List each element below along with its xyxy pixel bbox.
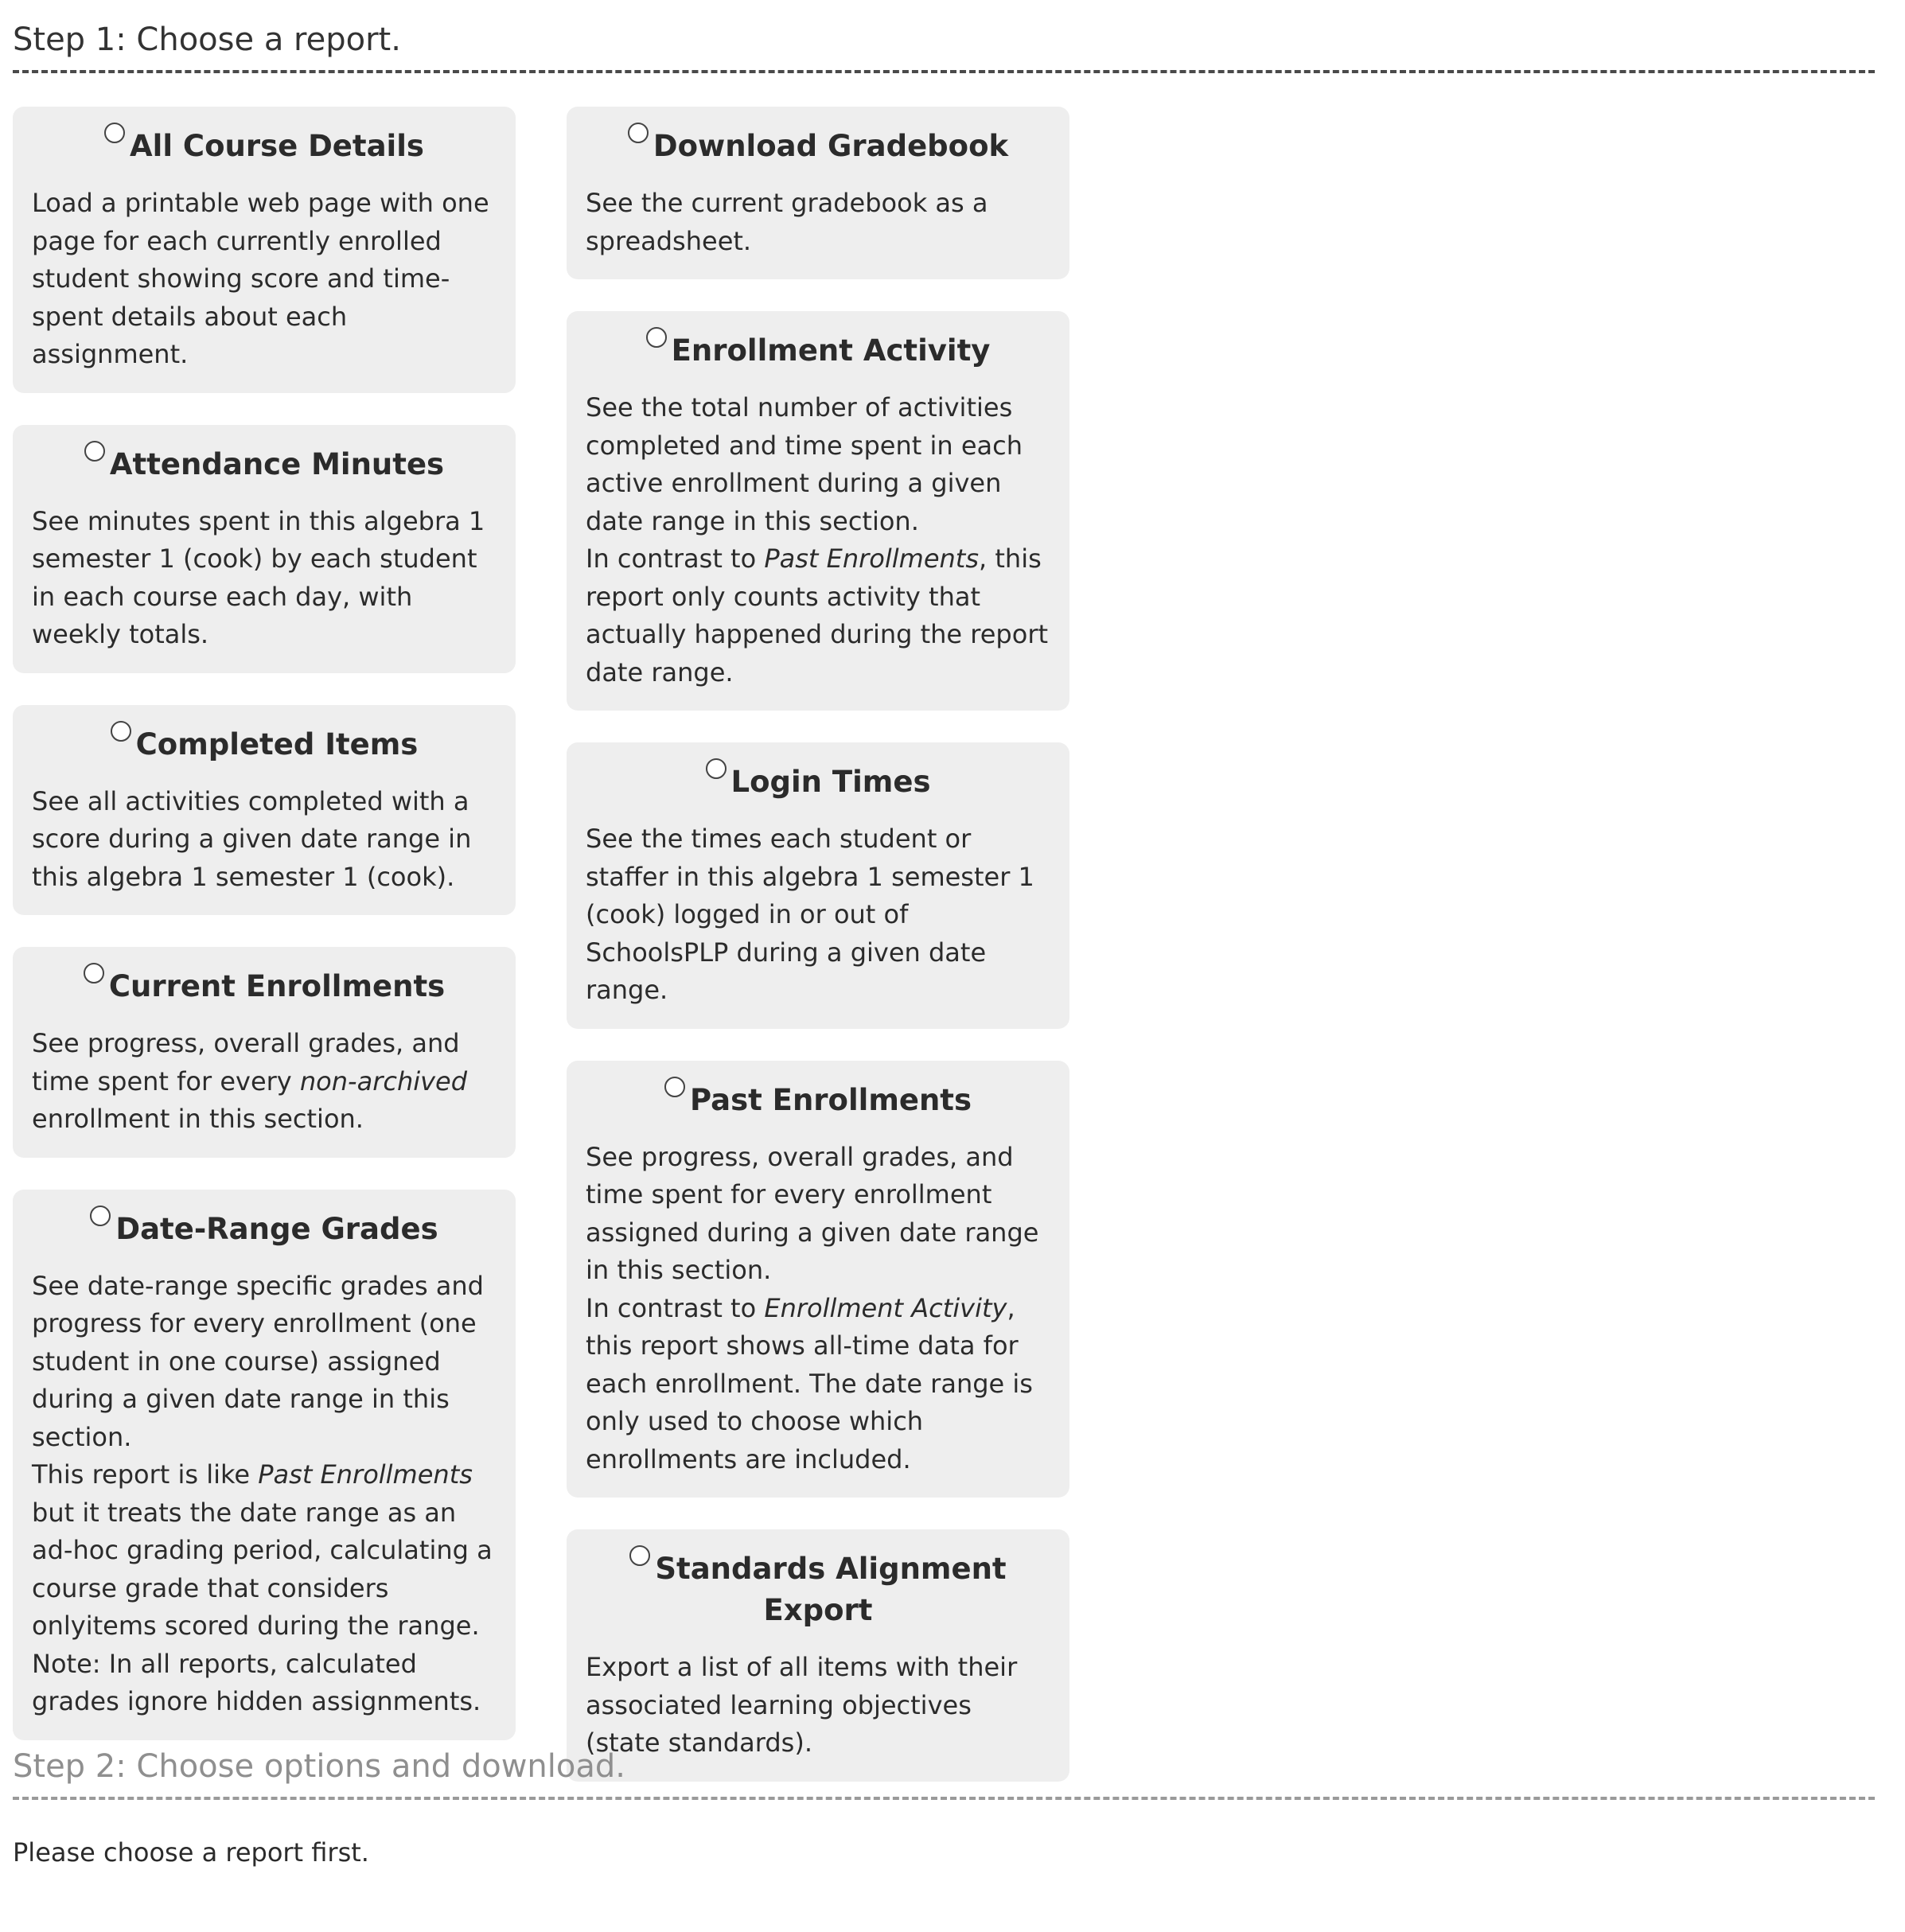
report-description: See the current gradebook as a spreadsheet.: [586, 188, 988, 256]
report-description: See all activities completed with a score during a given date range in this algebra 1 semester 1 (cook).: [32, 785, 472, 892]
report-radio[interactable]: [664, 1077, 685, 1097]
report-radio[interactable]: [646, 327, 667, 348]
report-title: Completed Items: [135, 726, 419, 762]
report-radio[interactable]: [706, 758, 727, 779]
report-option-download-gradebook[interactable]: [567, 107, 1069, 279]
report-option-login-times[interactable]: [567, 742, 1069, 1029]
report-description: See the total number of activities completed and time spent in each active enrollment during a given date range in this section.: [586, 392, 1023, 536]
report-description: See progress, overall grades, and time spent for every enrollment assigned during a given date range in this section.: [586, 1141, 1039, 1285]
report-option-past-enrollments[interactable]: [567, 1061, 1069, 1498]
report-option-enrollment-activity[interactable]: [567, 311, 1069, 711]
report-title: Login Times: [730, 765, 931, 799]
report-option-standards-alignment-export[interactable]: [567, 1529, 1069, 1782]
step1-divider: [13, 70, 1875, 73]
report-title: Standards Alignment Export: [655, 1552, 1007, 1627]
step2-title: Step 2: Choose options and download.: [13, 1748, 625, 1785]
report-option-attendance-minutes[interactable]: [13, 425, 516, 673]
report-description: See progress, overall grades, and time spent for every non-archived enrollment in this section.: [32, 1028, 468, 1134]
report-option-all-course-details[interactable]: [13, 107, 516, 393]
report-title: Past Enrollments: [689, 1082, 972, 1117]
report-radio[interactable]: [90, 1206, 111, 1226]
step1-title: Step 1: Choose a report.: [13, 21, 401, 58]
report-option-current-enrollments[interactable]: [13, 947, 516, 1158]
report-radio[interactable]: [84, 441, 105, 462]
report-description: Export a list of all items with their associated learning objectives (state standards).: [586, 1652, 1018, 1758]
report-description: See minutes spent in this algebra 1 semester 1 (cook) by each student in each course each day, with weekly totals.: [32, 505, 485, 649]
report-description: See the times each student or staffer in this algebra 1 semester 1 (cook) logged in or out of SchoolsPLP during a given date range.: [586, 824, 1034, 1005]
report-description-contrast: This report is like Past Enrollments but it treats the date range as an ad-hoc grading period, calculating a course grade that considers onlyitems scored during the range.: [32, 1459, 493, 1641]
report-option-completed-items[interactable]: [13, 705, 516, 916]
report-radio[interactable]: [629, 1545, 650, 1566]
step2-divider: [13, 1797, 1875, 1800]
report-option-date-range-grades[interactable]: [13, 1190, 516, 1740]
report-description-contrast: In contrast to Enrollment Activity, this report shows all-time data for each enrollment. The date range is only used to choose which enrollments are included.: [586, 1292, 1033, 1474]
report-title: Download Gradebook: [653, 129, 1009, 163]
report-column-left: [13, 107, 516, 1772]
report-description: See date-range specific grades and progress for every enrollment (one student in one course) assigned during a given date range in this section.: [32, 1270, 484, 1452]
report-title: All Course Details: [130, 129, 424, 163]
report-title: Date-Range Grades: [115, 1211, 438, 1246]
report-radio[interactable]: [104, 123, 125, 143]
report-radio[interactable]: [84, 963, 104, 984]
report-description-contrast: In contrast to Past Enrollments, this report only counts activity that actually happened during the report date range.: [586, 543, 1049, 687]
report-radio[interactable]: [628, 123, 649, 143]
report-radio[interactable]: [111, 721, 131, 742]
report-title: Current Enrollments: [108, 969, 446, 1003]
report-title: Enrollment Activity: [671, 333, 991, 368]
report-description: Load a printable web page with one page for each currently enrolled student showing score and time-spent details about each assignment.: [32, 188, 489, 369]
report-column-right: [567, 107, 1069, 1813]
report-title: Attendance Minutes: [109, 446, 445, 481]
report-note: Note: In all reports, calculated grades ignore hidden assignments.: [32, 1648, 481, 1716]
choose-report-message: Please choose a report first.: [13, 1837, 369, 1868]
